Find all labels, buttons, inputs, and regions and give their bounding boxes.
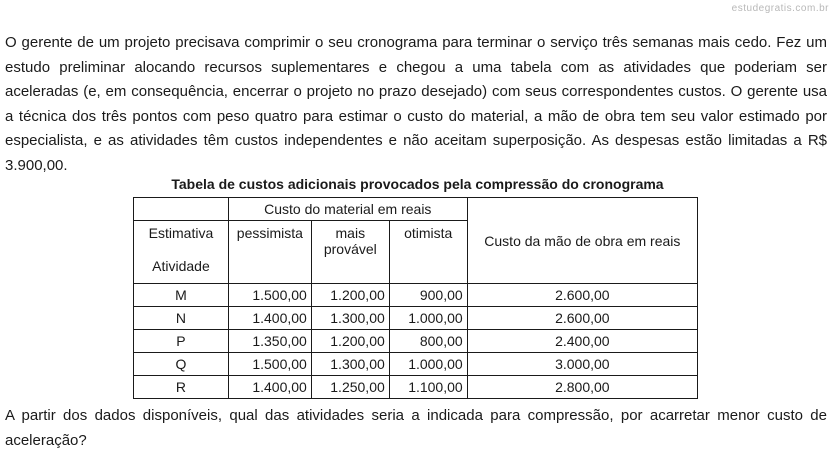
question-text: A partir dos dados disponíveis, qual das atividades seria a indicada para compressão, por acarretar menor custo de aceleração?	[5, 407, 827, 449]
cell-mais-provavel: 1.200,00	[311, 284, 389, 307]
table-row	[134, 284, 698, 307]
table-row	[134, 330, 698, 353]
table-row	[134, 307, 698, 330]
cell-otimista: 800,00	[389, 330, 467, 353]
header-atividade: Atividade	[152, 258, 210, 274]
watermark: estudegratis.com.br	[731, 3, 829, 14]
header-estimativa-atividade	[134, 221, 229, 284]
cell-activity: R	[134, 376, 229, 399]
table-corner-cell	[134, 198, 229, 221]
cell-mais-provavel: 1.200,00	[311, 330, 389, 353]
cell-labor-cost: 2.600,00	[467, 307, 697, 330]
header-estimativa: Estimativa	[148, 225, 214, 241]
table-row	[134, 353, 698, 376]
cell-pessimista: 1.350,00	[228, 330, 311, 353]
cost-table	[133, 197, 698, 399]
cell-otimista: 1.000,00	[389, 353, 467, 376]
cell-pessimista: 1.500,00	[228, 284, 311, 307]
cell-pessimista: 1.400,00	[228, 307, 311, 330]
header-otimista: otimista	[389, 221, 467, 284]
cell-activity: Q	[134, 353, 229, 376]
cell-labor-cost: 2.800,00	[467, 376, 697, 399]
cell-mais-provavel: 1.250,00	[311, 376, 389, 399]
cell-mais-provavel: 1.300,00	[311, 307, 389, 330]
cell-labor-cost: 3.000,00	[467, 353, 697, 376]
cell-activity: N	[134, 307, 229, 330]
cell-otimista: 1.000,00	[389, 307, 467, 330]
problem-statement: O gerente de um projeto precisava comprimir o seu cronograma para terminar o serviço três semanas mais cedo. Fez um estudo preliminar alocando recursos suplementares e chegou a uma tabela com as atividades que poderiam ser aceleradas (e, em consequência, encerrar o projeto no prazo desejado) com seus correspondentes custos. O gerente usa a técnica dos três pontos com peso quatro para estimar o custo do material, a mão de obra tem seu valor estimado por especialista, e as atividades têm custos independentes e não aceitam superposição. As despesas estão limitadas a R$ 3.900,00.	[5, 34, 827, 174]
cell-otimista: 900,00	[389, 284, 467, 307]
cell-activity: P	[134, 330, 229, 353]
cell-labor-cost: 2.400,00	[467, 330, 697, 353]
header-labor-cost: Custo da mão de obra em reais	[467, 198, 697, 284]
header-mais-provavel: mais provável	[311, 221, 389, 284]
cell-pessimista: 1.500,00	[228, 353, 311, 376]
table-row	[134, 376, 698, 399]
header-pessimista: pessimista	[228, 221, 311, 284]
cell-otimista: 1.100,00	[389, 376, 467, 399]
cell-labor-cost: 2.600,00	[467, 284, 697, 307]
table-title: Tabela de custos adicionais provocados pela compressão do cronograma	[171, 176, 664, 192]
cell-mais-provavel: 1.300,00	[311, 353, 389, 376]
header-material-cost: Custo do material em reais	[228, 198, 467, 221]
cell-pessimista: 1.400,00	[228, 376, 311, 399]
cell-activity: M	[134, 284, 229, 307]
